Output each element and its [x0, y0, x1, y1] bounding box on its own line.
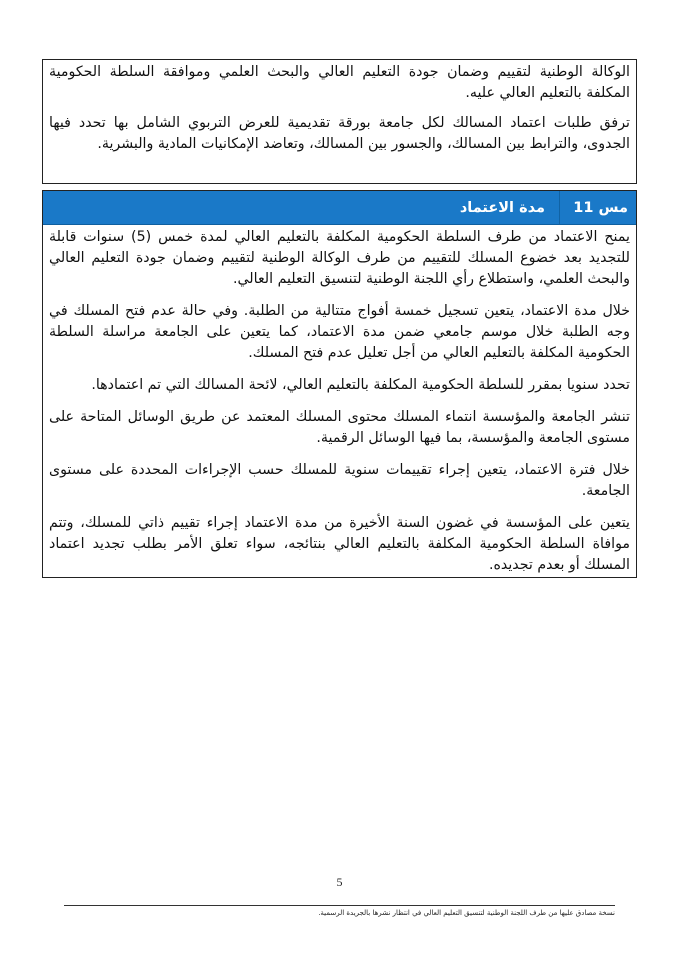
header-divider [559, 191, 560, 224]
cohorts-paragraph: خلال مدة الاعتماد، يتعين تسجيل خمسة أفواج متتالية من الطلبة. وفي حالة عدم فتح المسلك في وجه الطلبة خلال موسم جامعي ضمن مدة الاعتماد، كما يتعين على الجامعة مراسلة السلطة الحكومية المكلفة بالتعليم العالي من أجل تعليل عدم فتح المسلك. [49, 303, 630, 361]
annual-list-paragraph: تحدد سنويا بمقرر للسلطة الحكومية المكلفة بالتعليم العالي، لائحة المسالك التي تم اعتمادها. [91, 377, 630, 393]
footer-divider [64, 905, 615, 906]
self-assessment-paragraph: يتعين على المؤسسة في غضون السنة الأخيرة من مدة الاعتماد إجراء تقييم ذاتي للمسلك، وتتم موافاة السلطة الحكومية المكلفة بالتعليم العالي بنتائجه، سواء تعلق الأمر بطلب تجديد اعتماد المسلك أو بعدم تجديده. [49, 515, 630, 573]
section-header [43, 191, 636, 225]
accreditation-duration-section [42, 190, 637, 578]
page-number: 5 [336, 875, 343, 889]
section-body [43, 225, 636, 576]
continued-text-box [42, 59, 637, 184]
duration-paragraph: يمنح الاعتماد من طرف السلطة الحكومية المكلفة بالتعليم العالي لمدة خمس (5) سنوات قابلة للتجديد بعد خضوع المسلك للتقييم من طرف الوكالة الوطنية لتقييم وضمان جودة التعليم العالي والبحث العلمي، واستطلاع رأي اللجنة الوطنية لتنسيق التعليم العالي. [49, 229, 630, 287]
annual-evaluation-paragraph: خلال فترة الاعتماد، يتعين إجراء تقييمات سنوية للمسلك حسب الإجراءات المحددة على مستوى الجامعة. [49, 462, 630, 499]
continued-paragraph: الوكالة الوطنية لتقييم وضمان جودة التعليم العالي والبحث العلمي وموافقة السلطة الحكومية المكلفة بالتعليم العالي عليه. [49, 64, 630, 101]
footer-note: نسخة مصادق عليها من طرف اللجنة الوطنية لتنسيق التعليم العالي في انتظار نشرها بالجريدة الرسمية. [318, 909, 615, 917]
proposal-paragraph: ترفق طلبات اعتماد المسالك لكل جامعة بورقة تقديمية للعرض التربوي الشامل بها تحدد فيها الجدوى، والترابط بين المسالك، والجسور بين المسالك، وتعاضد الإمكانيات المادية والبشرية. [49, 115, 630, 152]
section-title: مدة الاعتماد [459, 199, 545, 216]
publication-paragraph: تنشر الجامعة والمؤسسة انتماء المسلك محتوى المسلك المعتمد عن طريق الوسائل المتاحة على مستوى الجامعة والمؤسسة، بما فيها الوسائل الرقمية. [49, 409, 630, 446]
section-code: مس 11 [573, 199, 628, 216]
